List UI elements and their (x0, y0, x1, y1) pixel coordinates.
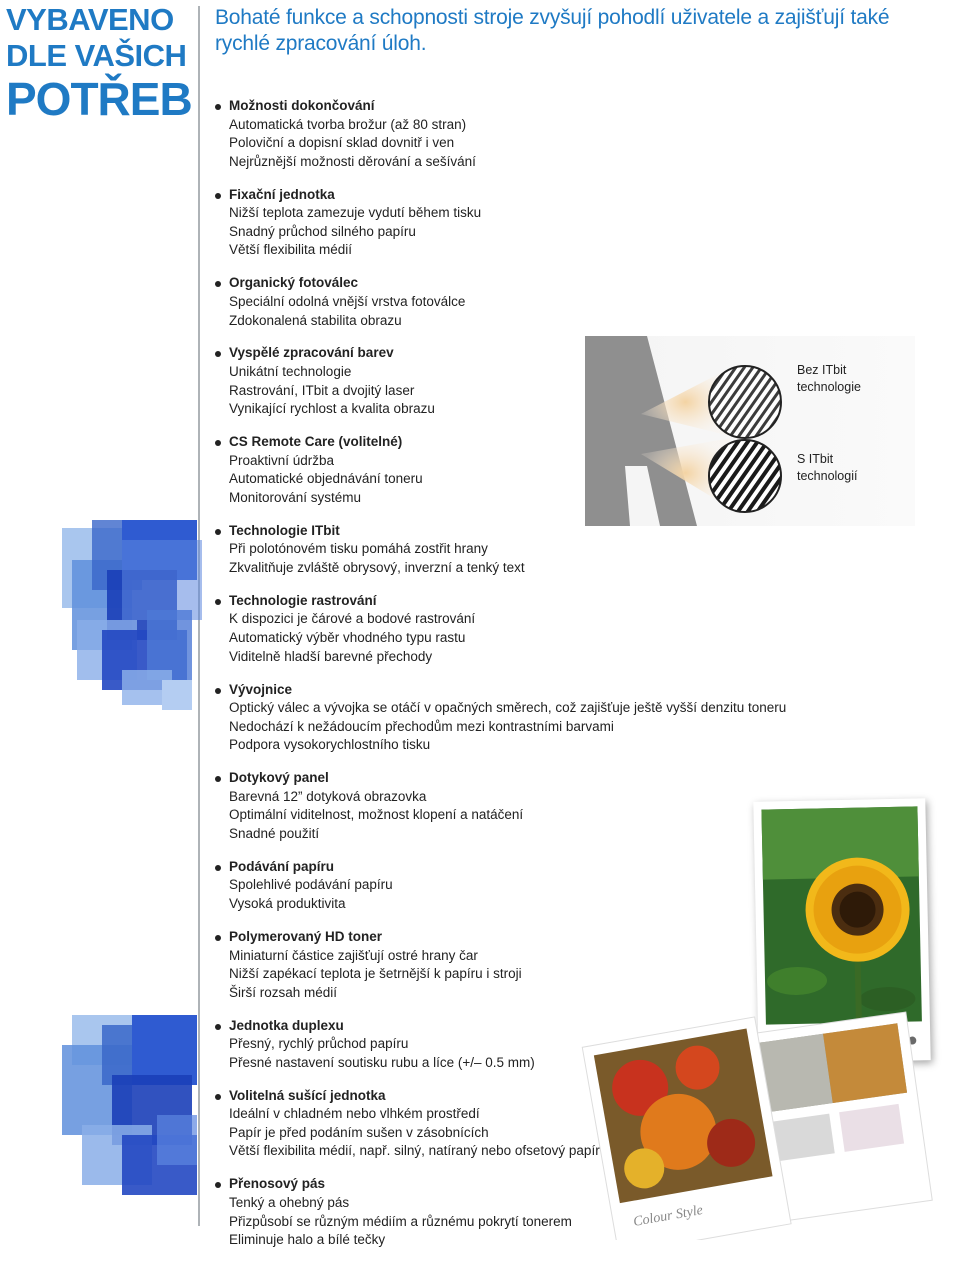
feature-item (215, 97, 935, 171)
feature-title: Přenosový pás (229, 1176, 326, 1192)
feature-detail: Zkvalitňuje zvláště obrysový, inverzní a tenký text (229, 559, 525, 575)
feature-item (215, 592, 935, 666)
feature-detail: Rastrování, ITbit a dvojitý laser (229, 382, 415, 398)
feature-detail: Automatická tvorba brožur (až 80 stran) (229, 116, 467, 132)
feature-detail: Vynikající rychlost a kvalita obrazu (229, 401, 435, 417)
svg-text:Colour Style: Colour Style (632, 1202, 705, 1230)
feature-detail: Nižší zapékací teplota je šetrnější k papíru i stroji (229, 966, 522, 982)
intro-text: Bohaté funkce a schopnosti stroje zvyšují pohodlí uživatele a zajišťují také rychlé zpracování úloh. (215, 6, 890, 55)
feature-detail: Optický válec a vývojka se otáčí v opačných směrech, což zajišťuje ještě vyšší denzitu toneru (229, 700, 787, 716)
bullet-icon (215, 440, 221, 446)
heading-line-3: POTŘEB (6, 73, 192, 125)
page-heading (6, 2, 192, 125)
feature-item (215, 522, 935, 578)
feature-title: Podávání papíru (229, 858, 335, 874)
feature-title: Vyspělé zpracování barev (229, 345, 394, 361)
feature-detail: Snadný průchod silného papíru (229, 223, 416, 239)
feature-title: Technologie rastrování (229, 592, 377, 608)
feature-detail: Eliminuje halo a bílé tečky (229, 1232, 386, 1248)
feature-detail: Papír je před podáním sušen v zásobnících (229, 1124, 489, 1140)
feature-detail: Podpora vysokorychlostního tisku (229, 737, 431, 753)
feature-detail: Větší flexibilita médií, např. silný, natíraný nebo ofsetový papír (229, 1143, 600, 1159)
feature-detail: Zdokonalená stabilita obrazu (229, 312, 402, 328)
feature-detail: Snadné použití (229, 825, 320, 841)
feature-detail: Tenký a ohebný pás (229, 1194, 350, 1210)
feature-detail: Miniaturní částice zajišťují ostré hrany čar (229, 947, 478, 963)
feature-item (215, 186, 935, 260)
bullet-icon (215, 688, 221, 694)
bullet-icon (215, 1094, 221, 1100)
label-with-itbit: S ITbit technologií (797, 452, 858, 483)
feature-title: Vývojnice (229, 681, 293, 697)
bullet-icon (215, 104, 221, 110)
bullet-icon (215, 281, 221, 287)
feature-detail: Poloviční a dopisní sklad dovnitř i ven (229, 135, 455, 151)
feature-title: Technologie ITbit (229, 522, 340, 538)
feature-detail: Přizpůsobí se různým médiím a různému pokrytí tonerem (229, 1213, 572, 1229)
feature-detail: Viditelně hladší barevné přechody (229, 648, 433, 664)
feature-title: Polymerovaný HD toner (229, 928, 383, 944)
feature-title: Dotykový panel (229, 770, 329, 786)
decorative-blue-squares-top (62, 520, 202, 710)
feature-detail: Monitorování systému (229, 489, 362, 505)
itbit-comparison-figure (585, 336, 915, 526)
print-samples-stack (580, 1010, 960, 1240)
feature-detail: Unikátní technologie (229, 364, 352, 380)
feature-item (215, 274, 935, 330)
feature-title: Volitelná sušící jednotka (229, 1087, 386, 1103)
bullet-icon (215, 1182, 221, 1188)
feature-detail: Nedochází k nežádoucím přechodům mezi kontrastními barvami (229, 718, 614, 734)
feature-detail: Nejrůznější možnosti děrování a sešívání (229, 153, 476, 169)
feature-detail: Proaktivní údržba (229, 452, 335, 468)
feature-detail: Speciální odolná vnější vrstva fotoválce (229, 293, 466, 309)
feature-detail: Automatické objednávání toneru (229, 471, 423, 487)
feature-detail: Širší rozsah médií (229, 984, 338, 1000)
feature-detail: Větší flexibilita médií (229, 242, 353, 258)
feature-detail: Vysoká produktivita (229, 896, 346, 912)
bullet-icon (215, 351, 221, 357)
feature-detail: Ideální v chladném nebo vlhkém prostředí (229, 1106, 480, 1122)
bullet-icon (215, 1024, 221, 1030)
feature-title: Možnosti dokončování (229, 98, 375, 113)
label-without-itbit: Bez ITbit technologie (797, 363, 861, 394)
feature-detail: Nižší teplota zamezuje vydutí během tisku (229, 205, 482, 221)
feature-detail: Spolehlivé podávání papíru (229, 877, 393, 893)
decorative-blue-squares-bottom (62, 1015, 202, 1205)
feature-detail: Přesný, rychlý průchod papíru (229, 1036, 409, 1052)
feature-detail: Optimální viditelnost, možnost klopení a natáčení (229, 807, 524, 823)
bullet-icon (215, 529, 221, 535)
feature-title: Jednotka duplexu (229, 1017, 344, 1033)
bullet-icon (215, 599, 221, 605)
feature-title: CS Remote Care (volitelné) (229, 434, 403, 450)
bullet-icon (215, 193, 221, 199)
feature-detail: Při polotónovém tisku pomáhá zostřit hrany (229, 541, 488, 557)
feature-title: Organický fotoválec (229, 275, 359, 291)
bullet-icon (215, 935, 221, 941)
print-samples-image (580, 1010, 960, 1240)
heading-line-2: DLE VAŠICH (6, 38, 187, 73)
feature-detail: Automatický výběr vhodného typu rastu (229, 630, 466, 646)
bullet-icon (215, 865, 221, 871)
feature-detail: K dispozici je čárové a bodové rastrování (229, 611, 476, 627)
feature-detail: Barevná 12” dotyková obrazovka (229, 788, 427, 804)
heading-line-1: VYBAVENO (6, 2, 174, 37)
feature-item (215, 681, 935, 755)
bullet-icon (215, 776, 221, 782)
feature-detail: Přesné nastavení soutisku rubu a líce (+/– 0.5 mm) (229, 1054, 535, 1070)
feature-title: Fixační jednotka (229, 186, 335, 202)
